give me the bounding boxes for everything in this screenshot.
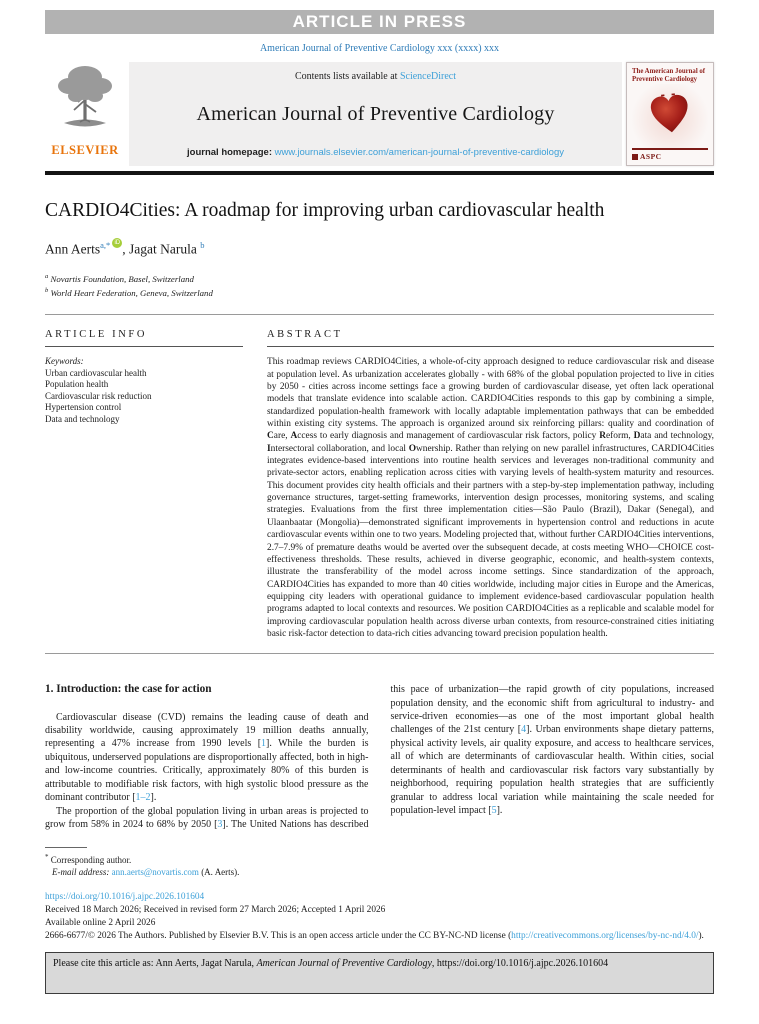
author-separator: ,: [122, 241, 130, 257]
keyword-item: Cardiovascular risk reduction: [45, 390, 152, 401]
abstract-text: This roadmap reviews CARDIO4Cities, a whole-of-city approach designed to reduce cardiovascular risk and disease at population level. As urbanization accelerates globally - with 68% of the global population projected to live in cities by 2050 - cities across income settings face a growing burden of cardiovascular disease, yet often lack operational models that translate evidence into scalable action. CARDIO4Cities responds to this gap by combining a simple, standardized population-health framework with locally adaptable implementation pathways that can be embedded within existing city systems. The approach is organized around six reinforcing pillars: quality and coordination of Care, Access to early diagnosis and management of cardiovascular risk factors, policy Reform, Data and technology, Intersectoral collaboration, and local Ownership. Rather than relying on new parallel infrastructures, CARDIO4Cities integrates evidence-based interventions into routine health services and leverages non-traditional community and private-sector actors, enabling replication across cities with varying levels of health-system maturity and resources. This document provides city health officials and their partners with a step-by-step implementation pathway, including governance structures, target-setting frameworks, intervention design processes, monitoring systems, and scaling strategies. Evaluations from the first three implementation cities—São Paulo (Brazil), Dakar (Senegal), and Ulaanbaatar (Mongolia)—demonstrated significant improvements in hypertension control and reductions in acute cardiovascular events within one to two years. Modeling projected that, without further CARDIO4Cities interventions, 2.7–7.9% of premature deaths would be averted over the subsequent decade, at costs meeting WHO—CHOICE cost-effectiveness thresholds. These results, achieved in diverse geographic, economic, and health-system contexts, illustrate the transferability of the model across income settings. Since standardization of the approach, CARDIO4Cities has expanded to more than 40 cities worldwide, including major cities in Europe and the Americas, equipping city leaders with operational guidance to implement evidence-based cardiovascular population health programs adapted to local contexts and resources. We position CARDIO4Cities as a replicable and scalable model for improving cardiovascular population health across diverse urban contexts, from resource-constrained cities initiating basic risk-factor detection to data-rich cities advancing toward precision population health.: [267, 357, 714, 639]
license-link[interactable]: http://creativecommons.org/licenses/by-nc-nd/4.0/: [511, 931, 699, 942]
heart-icon: [649, 94, 691, 139]
contents-list-line: [139, 71, 612, 82]
contents-list-text: Contents lists available at: [294, 71, 400, 82]
corresponding-author-footnote: [45, 847, 380, 878]
author-name-aerts[interactable]: Ann Aerts: [45, 241, 101, 257]
sciencedirect-link[interactable]: ScienceDirect: [399, 71, 457, 82]
cover-society-logo: [632, 148, 708, 161]
keywords-label: Keywords:: [45, 356, 84, 367]
affiliation-a-sup: a: [45, 272, 49, 280]
email-link[interactable]: ann.aerts@novartis.com: [111, 867, 199, 878]
elsevier-wordmark: ELSEVIER: [51, 143, 119, 157]
citation-4-link[interactable]: 4: [521, 724, 527, 736]
journal-homepage-link[interactable]: www.journals.elsevier.com/american-journal-of-preventive-cardiology: [274, 147, 564, 158]
received-dates-line: Received 18 March 2026; Received in revised form 27 March 2026; Accepted 1 April 2026: [45, 905, 386, 916]
introduction-section: [45, 683, 714, 831]
author-list: [45, 238, 714, 258]
introduction-paragraph-2: The proportion of the global population living in urban areas is projected to grow from 58% in 2024 to 68% by 2050 [3]. The United Nations has described this pace of urbanization—the rapid growth of city populations, increased population density, and the economic shift from agricultural to industry- and service-driven economies—as one of the most important global health challenges of the 21st century [4]. Urban environments shape dietary patterns, physical activity levels, air quality exposure, and access to healthcare services, all of which are determinants of cardiovascular health. Within cities, social determinants of health and cardiovascular risk factors vary substantially by neighborhood, requiring population health strategies that are sufficiently granular to address local variation while maintaining the scale needed for population-level impact [5].: [45, 684, 714, 830]
keyword-item: Urban cardiovascular health: [45, 367, 147, 378]
keyword-item: Hypertension control: [45, 402, 122, 413]
corresponding-author-line: [45, 851, 380, 866]
keyword-item: Population health: [45, 379, 109, 390]
journal-title: American Journal of Preventive Cardiology: [196, 103, 555, 125]
keywords-block: [45, 356, 243, 425]
article-info-abstract-section: [45, 315, 714, 640]
affiliation-a: [45, 271, 714, 285]
affiliation-b-text: World Heart Federation, Geneva, Switzerland: [50, 287, 213, 298]
abstract-heading: ABSTRACT: [267, 329, 714, 347]
article-in-press-banner: ARTICLE IN PRESS: [45, 10, 714, 34]
affiliation-b-sup: b: [45, 286, 49, 294]
doi-link[interactable]: https://doi.org/10.1016/j.ajpc.2026.101604: [45, 892, 205, 903]
journal-masthead: [45, 62, 714, 166]
elsevier-logo: [45, 62, 125, 166]
elsevier-tree-icon: [54, 62, 116, 141]
article-info-heading: ARTICLE INFO: [45, 329, 243, 347]
available-online-line: Available online 2 April 2026: [45, 918, 156, 929]
citation-3-link[interactable]: 3: [217, 818, 223, 830]
journal-homepage-line: [139, 147, 612, 158]
abstract-column: [267, 329, 714, 640]
email-address-line: E-mail address: ann.aerts@novartis.com (A. Aerts).: [52, 867, 240, 878]
affiliation-a-text: Novartis Foundation, Basel, Switzerland: [50, 273, 194, 284]
masthead-divider: [45, 171, 714, 175]
corresponding-author-text: Corresponding author.: [48, 855, 132, 866]
citation-1-2-link[interactable]: 1–2: [135, 792, 151, 804]
article-title: CARDIO4Cities: A roadmap for improving urban cardiovascular health: [45, 200, 605, 221]
affiliations: [45, 271, 714, 300]
citation-5-link[interactable]: 5: [491, 804, 497, 816]
article-info-column: [45, 329, 243, 640]
publication-details: [45, 891, 714, 943]
footnote-asterisk: *: [45, 853, 49, 862]
cover-heart-image: [627, 84, 713, 148]
keyword-item: Data and technology: [45, 413, 120, 424]
affiliation-b: [45, 285, 714, 299]
journal-cover-thumbnail[interactable]: [626, 62, 714, 166]
author-narula-affiliation-sup: b: [200, 240, 205, 250]
author-name-narula[interactable]: Jagat Narula: [129, 241, 197, 257]
footnote-divider: [45, 847, 87, 848]
masthead-center-panel: [129, 62, 622, 166]
aspc-label: ASPC: [640, 152, 662, 161]
aspc-square-icon: [632, 154, 638, 160]
orcid-icon[interactable]: [112, 238, 122, 248]
cover-journal-title: The American Journal of Preventive Cardiology: [632, 68, 706, 83]
homepage-label: journal homepage:: [187, 147, 275, 158]
copyright-line: 2666-6677/© 2026 The Authors. Published by Elsevier B.V. This is an open access article under the CC BY-NC-ND license (http://creativecommons.org/licenses/by-nc-nd/4.0/).: [45, 931, 704, 942]
please-cite-box: Please cite this article as: Ann Aerts, Jagat Narula, American Journal of Preventive Cardiology, https://doi.org/10.1016/j.ajpc.2026.101604: [45, 952, 714, 994]
citation-1-link[interactable]: 1: [261, 738, 267, 750]
introduction-heading: 1. Introduction: the case for action: [45, 683, 212, 696]
journal-reference-link[interactable]: American Journal of Preventive Cardiology xxx (xxxx) xxx: [259, 43, 500, 54]
author-aerts-affiliation-sup: a,*: [100, 240, 111, 250]
introduction-paragraph-1: Cardiovascular disease (CVD) remains the leading cause of death and disability worldwide, causing approximately 19 million deaths annually, representing a 47% increase from 1990 levels [1]. While the burden is ubiquitous, underserved populations are disproportionally affected, both in high- and low-income countries. Critically, approximately 80% of this burden is attributable to modifiable risk factors, with high systolic blood pressure as the dominant contributor [1–2].: [45, 711, 369, 804]
abstract-bottom-divider: [45, 653, 714, 654]
